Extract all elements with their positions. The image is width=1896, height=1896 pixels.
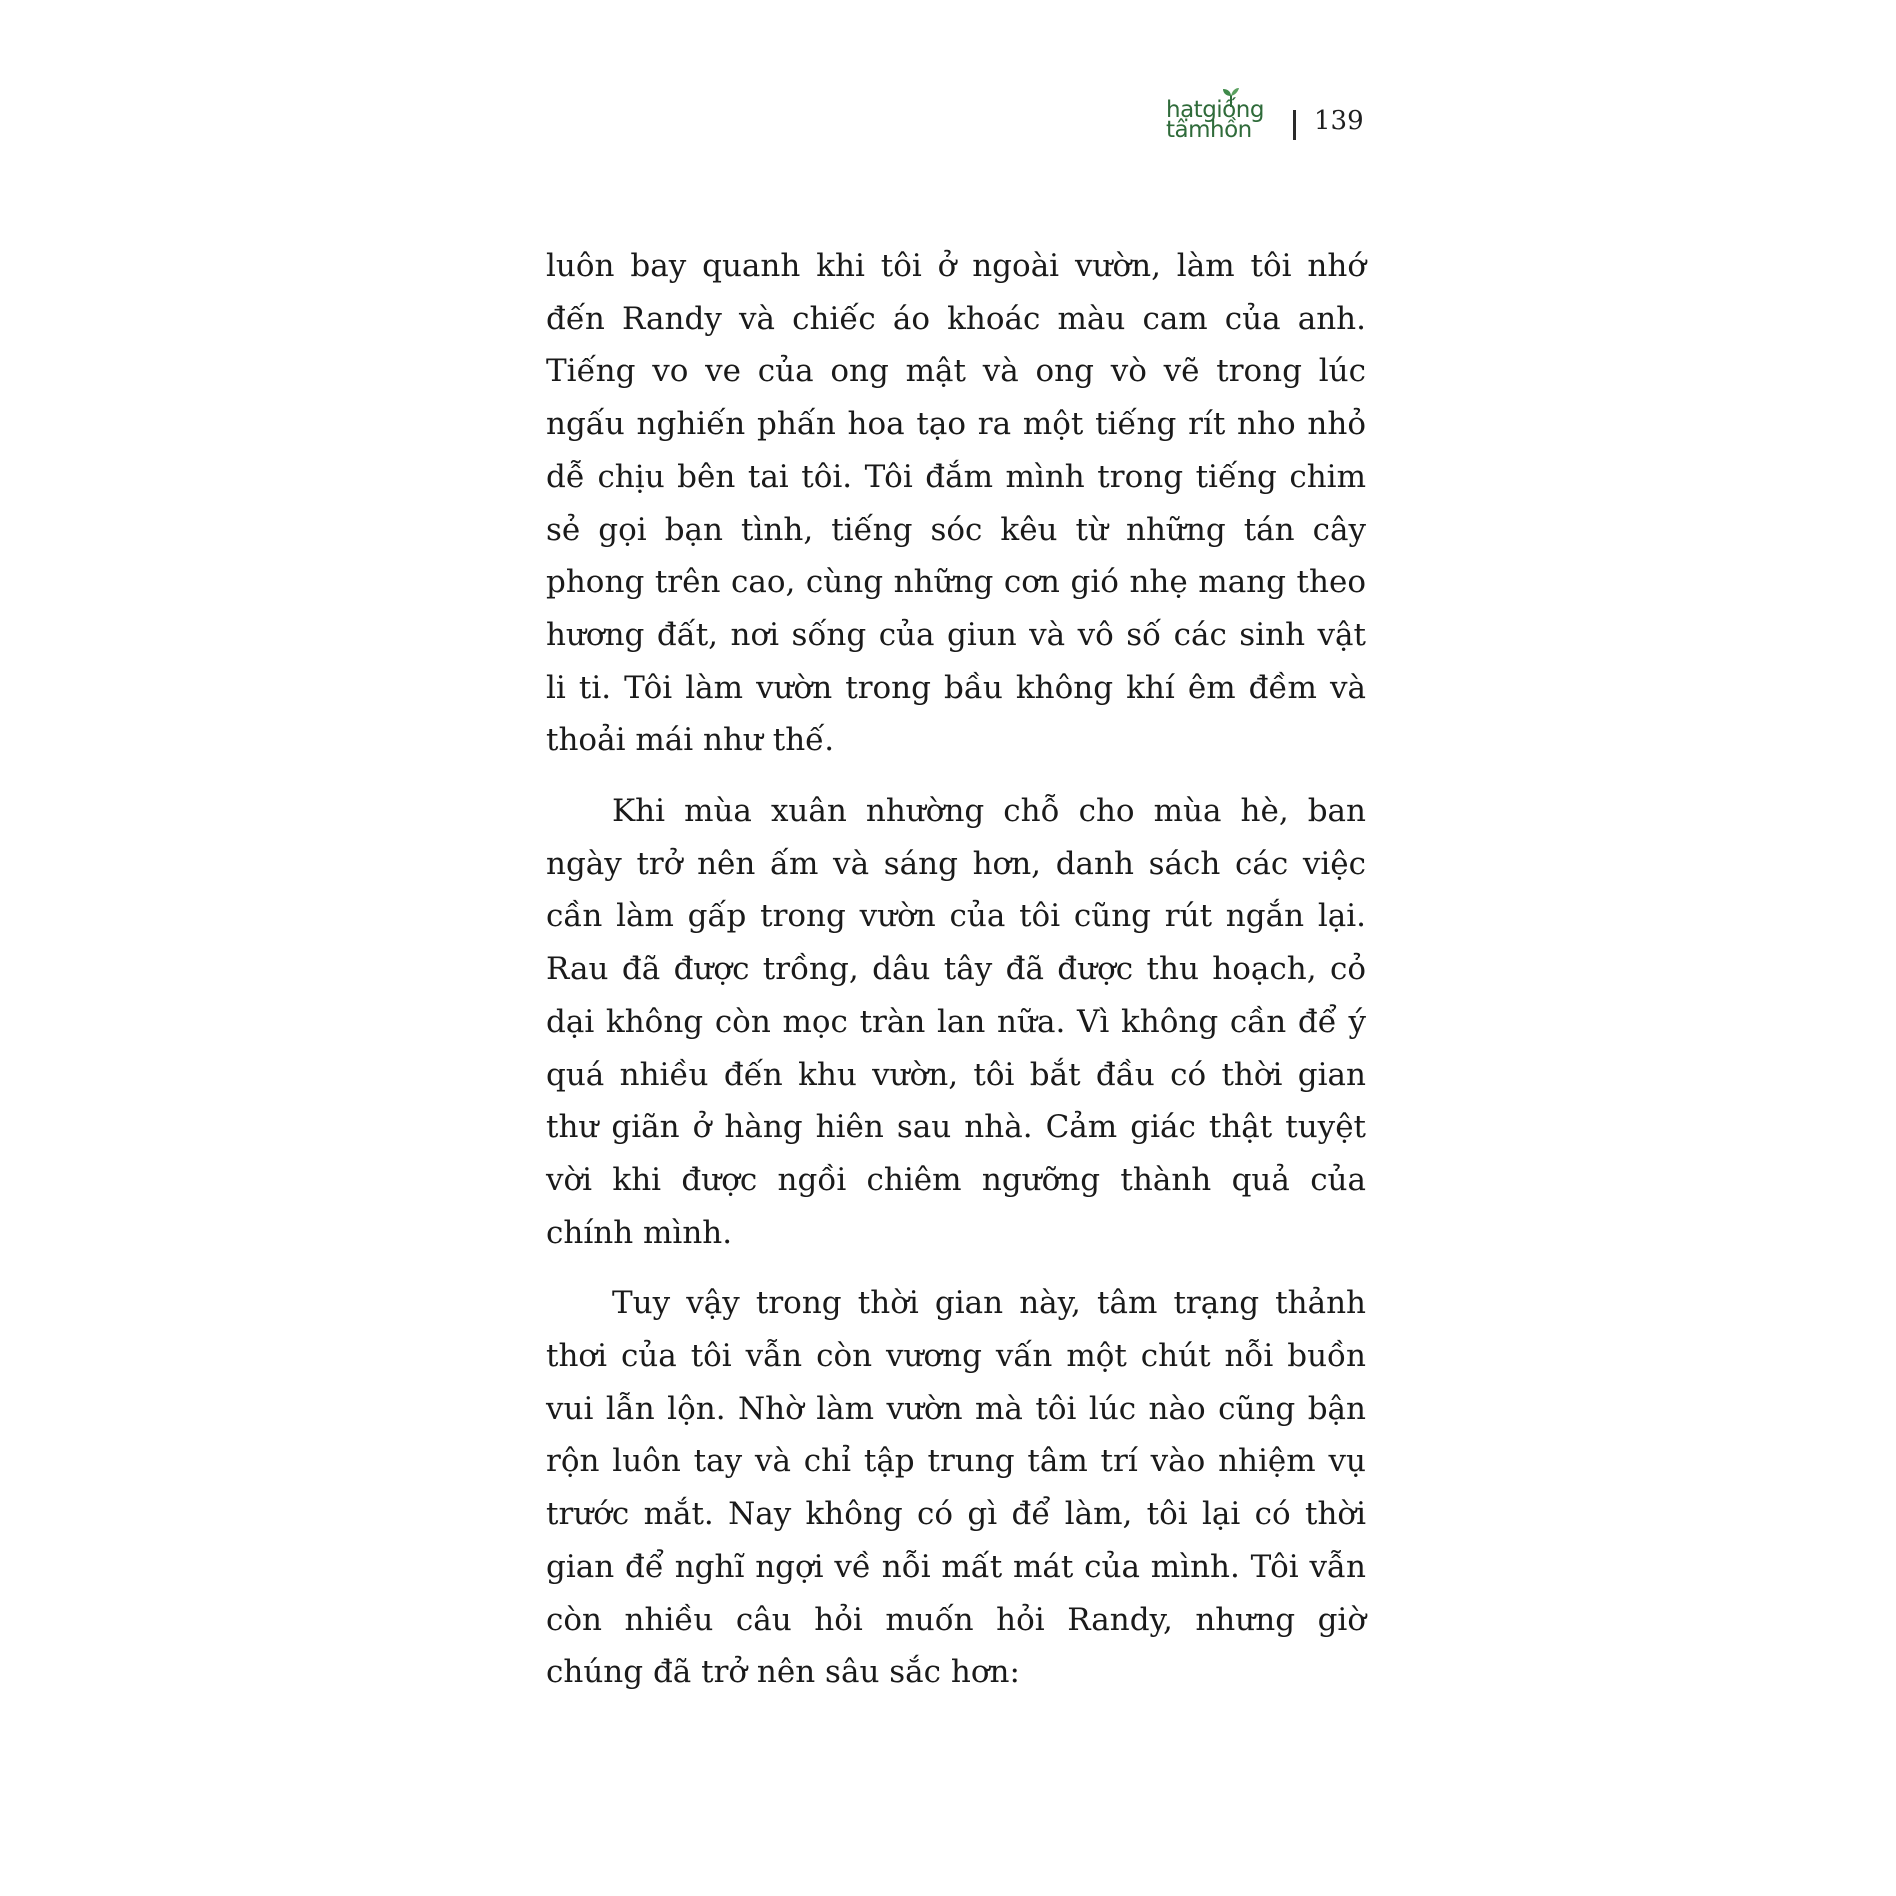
body-text [546,240,1366,1699]
paragraph-3: Tuy vậy trong thời gian này, tâm trạng thảnh thơi của tôi vẫn còn vương vấn một chút nỗi buồn vui lẫn lộn. Nhờ làm vườn mà tôi lúc nào cũng bận rộn luôn tay và chỉ tập trung tâm trí vào nhiệm vụ trước mắt. Nay không có gì để làm, tôi lại có thời gian để nghĩ ngợi về nỗi mất mát của mình. Tôi vẫn còn nhiều câu hỏi muốn hỏi Randy, nhưng giờ chúng đã trở nên sâu sắc hơn: [546,1285,1366,1691]
logo-text-line2: tâmhồn [1166,117,1252,143]
page-number: 139 [1314,106,1364,136]
paragraph-2: Khi mùa xuân nhường chỗ cho mùa hè, ban ngày trở nên ấm và sáng hơn, danh sách các việc cần làm gấp trong vườn của tôi cũng rút ngắn lại. Rau đã được trồng, dâu tây đã được thu hoạch, cỏ dại không còn mọc tràn lan nữa. Vì không cần để ý quá nhiều đến khu vườn, tôi bắt đầu có thời gian thư giãn ở hàng hiên sau nhà. Cảm giác thật tuyệt vời khi được ngồi chiêm ngưỡng thành quả của chính mình. [546,793,1366,1251]
header-divider [1293,110,1296,140]
running-header [1164,92,1380,152]
paragraph-1: luôn bay quanh khi tôi ở ngoài vườn, làm tôi nhớ đến Randy và chiếc áo khoác màu cam của anh. Tiếng vo ve của ong mật và ong vò vẽ trong lúc ngấu nghiến phấn hoa tạo ra một tiếng rít nho nhỏ dễ chịu bên tai tôi. Tôi đắm mình trong tiếng chim sẻ gọi bạn tình, tiếng sóc kêu từ những tán cây phong trên cao, cùng những cơn gió nhẹ mang theo hương đất, nơi sống của giun và vô số các sinh vật li ti. Tôi làm vườn trong bầu không khí êm đềm và thoải mái như thế. [546,248,1366,759]
logo-text-line1: hạtgiống [1166,97,1264,123]
publisher-logo [1164,92,1268,152]
